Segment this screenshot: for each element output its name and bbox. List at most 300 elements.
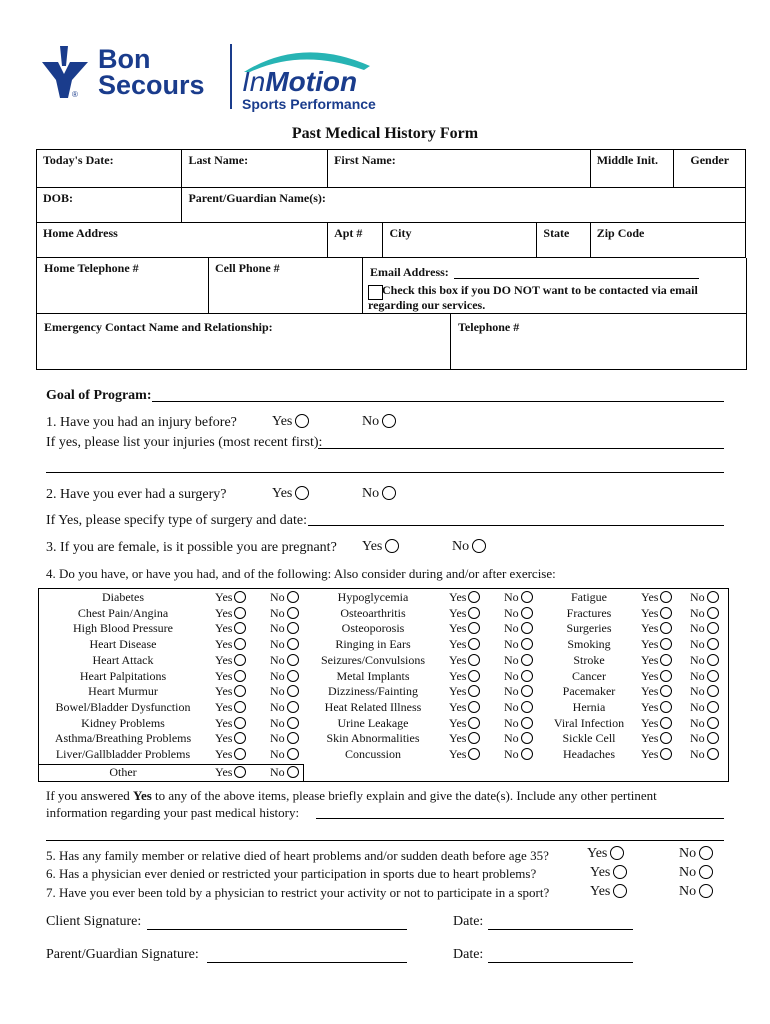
no-label: No <box>504 747 519 761</box>
q7-yes-option[interactable] <box>590 884 627 900</box>
condition-no-radio[interactable] <box>287 685 299 697</box>
condition-yes-radio[interactable] <box>234 591 246 603</box>
condition-yes-radio[interactable] <box>234 638 246 650</box>
parent-date-label: Date: <box>453 947 484 962</box>
condition-yes-option[interactable] <box>449 700 480 715</box>
condition-label: Heart Attack <box>92 652 154 667</box>
condition-yes-option[interactable] <box>641 716 672 731</box>
condition-yes-option[interactable] <box>641 637 672 652</box>
condition-yes-option[interactable] <box>641 700 672 715</box>
condition-no-radio[interactable] <box>287 670 299 682</box>
condition-label: High Blood Pressure <box>73 621 173 636</box>
condition-label: Cancer <box>572 668 606 683</box>
condition-label: Urine Leakage <box>337 715 409 730</box>
no-label: No <box>690 605 705 620</box>
condition-yes-radio[interactable] <box>468 748 480 760</box>
yes-label: Yes <box>449 637 467 652</box>
no-label: No <box>690 699 705 714</box>
no-label: No <box>270 621 285 636</box>
q7-no-radio[interactable] <box>699 884 713 898</box>
condition-label: Other <box>109 764 137 779</box>
yes-label: Yes <box>641 747 659 761</box>
condition-label: Ringing in Ears <box>335 637 411 652</box>
condition-no-option[interactable] <box>504 669 533 684</box>
telephone-label: Telephone # <box>458 320 520 334</box>
city-field[interactable] <box>383 223 537 258</box>
condition-label: Stroke <box>573 652 605 667</box>
condition-no-option[interactable] <box>690 747 719 762</box>
condition-yes-option[interactable] <box>449 621 480 636</box>
condition-yes-radio[interactable] <box>660 717 672 729</box>
condition-no-radio[interactable] <box>707 732 719 744</box>
condition-yes-option[interactable] <box>449 606 480 621</box>
condition-label: Liver/Gallbladder Problems <box>55 747 191 761</box>
condition-no-option[interactable] <box>690 590 719 605</box>
no-label: No <box>504 668 519 683</box>
product-subtitle: Sports Performance <box>242 96 376 112</box>
condition-yes-radio[interactable] <box>234 654 246 666</box>
condition-no-option[interactable] <box>504 590 533 605</box>
no-label: No <box>270 747 285 761</box>
condition-yes-radio[interactable] <box>234 701 246 713</box>
product-name-in: In <box>242 66 266 97</box>
condition-yes-option[interactable] <box>641 684 672 699</box>
home-address-field[interactable] <box>37 223 328 258</box>
condition-no-option[interactable] <box>504 637 533 652</box>
yes-label: Yes <box>641 605 659 620</box>
condition-yes-option[interactable] <box>641 621 672 636</box>
no-label: No <box>270 637 285 652</box>
dob-label: DOB: <box>43 191 73 205</box>
no-label: No <box>270 699 285 714</box>
condition-no-option[interactable] <box>270 716 299 731</box>
yes-label: Yes <box>449 605 467 620</box>
email-input-line[interactable] <box>454 278 699 279</box>
client-signature-line[interactable] <box>147 929 407 930</box>
yes-label: Yes <box>449 668 467 683</box>
yes-label: Yes <box>641 684 659 699</box>
condition-label: Concussion <box>344 747 401 761</box>
condition-no-radio[interactable] <box>287 607 299 619</box>
condition-label: Chest Pain/Angina <box>77 605 169 620</box>
condition-no-option[interactable] <box>270 731 299 746</box>
first-name-field[interactable] <box>328 150 591 188</box>
dob-field[interactable] <box>37 188 182 223</box>
condition-no-option[interactable] <box>690 621 719 636</box>
condition-no-radio[interactable] <box>521 732 533 744</box>
condition-yes-radio[interactable] <box>660 670 672 682</box>
condition-no-radio[interactable] <box>707 748 719 760</box>
yes-label: Yes <box>215 652 233 667</box>
q5-yes-option[interactable] <box>587 846 624 862</box>
condition-yes-radio[interactable] <box>468 622 480 634</box>
no-label: No <box>270 668 285 683</box>
condition-yes-option[interactable] <box>641 653 672 668</box>
condition-yes-option[interactable] <box>215 747 246 762</box>
condition-yes-option[interactable] <box>641 590 672 605</box>
condition-yes-radio[interactable] <box>468 685 480 697</box>
condition-yes-option[interactable] <box>215 606 246 621</box>
q3-no-radio[interactable] <box>472 539 486 553</box>
state-label: State <box>543 226 570 240</box>
condition-label: Osteoporosis <box>341 621 405 636</box>
condition-yes-option[interactable] <box>215 684 246 699</box>
condition-yes-option[interactable] <box>215 621 246 636</box>
no-label: No <box>690 652 705 667</box>
yes-label: Yes <box>449 731 467 746</box>
condition-yes-option[interactable] <box>215 637 246 652</box>
condition-yes-radio[interactable] <box>234 685 246 697</box>
parent-date-line[interactable] <box>488 962 633 963</box>
yes-label: Yes <box>215 731 233 746</box>
no-label: No <box>504 731 519 746</box>
condition-yes-radio[interactable] <box>234 766 246 778</box>
q2-no-radio[interactable] <box>382 486 396 500</box>
goal-input-line[interactable] <box>152 401 724 402</box>
condition-label: Dizziness/Fainting <box>328 684 418 699</box>
q2-followup-line[interactable] <box>308 525 724 526</box>
condition-no-option[interactable] <box>504 653 533 668</box>
condition-yes-option[interactable] <box>449 637 480 652</box>
condition-no-radio[interactable] <box>521 748 533 760</box>
parent-names-field[interactable] <box>182 188 746 223</box>
condition-no-option[interactable] <box>690 606 719 621</box>
condition-yes-option[interactable] <box>449 716 480 731</box>
emergency-contact-label: Emergency Contact Name and Relationship: <box>44 320 273 334</box>
no-label: No <box>504 715 519 730</box>
q1-no-option[interactable] <box>362 414 396 430</box>
condition-no-radio[interactable] <box>521 654 533 666</box>
condition-yes-radio[interactable] <box>234 670 246 682</box>
q7-no-option[interactable] <box>679 884 713 900</box>
city-label: City <box>389 226 412 240</box>
last-name-label: Last Name: <box>188 153 249 167</box>
condition-yes-radio[interactable] <box>660 654 672 666</box>
condition-yes-radio[interactable] <box>234 717 246 729</box>
condition-no-radio[interactable] <box>521 607 533 619</box>
explain-yes: Yes <box>133 788 152 803</box>
q6-no-radio[interactable] <box>699 865 713 879</box>
condition-no-option[interactable] <box>270 653 299 668</box>
no-label: No <box>504 590 519 604</box>
yes-label: Yes <box>449 715 467 730</box>
yes-label: Yes <box>215 684 233 699</box>
q2-no-option[interactable] <box>362 486 396 502</box>
apt-field[interactable] <box>328 223 383 258</box>
condition-no-radio[interactable] <box>707 622 719 634</box>
condition-no-option[interactable] <box>690 731 719 746</box>
condition-no-radio[interactable] <box>287 717 299 729</box>
condition-yes-radio[interactable] <box>468 717 480 729</box>
condition-no-radio[interactable] <box>707 717 719 729</box>
condition-yes-option[interactable] <box>449 669 480 684</box>
q2-yes-radio[interactable] <box>295 486 309 500</box>
condition-no-radio[interactable] <box>707 685 719 697</box>
condition-no-radio[interactable] <box>521 701 533 713</box>
condition-no-option[interactable] <box>270 637 299 652</box>
condition-no-option[interactable] <box>504 621 533 636</box>
middle-init-label: Middle Init. <box>596 153 659 167</box>
yes-label: Yes <box>215 637 233 652</box>
condition-yes-radio[interactable] <box>234 748 246 760</box>
q6-no-option[interactable] <box>679 865 713 881</box>
yes-label: Yes <box>641 621 659 636</box>
condition-yes-option[interactable] <box>215 669 246 684</box>
client-signature-label: Client Signature: <box>46 914 142 929</box>
yes-label: Yes <box>215 621 233 636</box>
yes-label: Yes <box>272 414 293 429</box>
yes-label: Yes <box>641 590 659 604</box>
condition-yes-radio[interactable] <box>660 685 672 697</box>
condition-yes-radio[interactable] <box>468 591 480 603</box>
no-label: No <box>690 637 705 652</box>
no-label: No <box>270 715 285 730</box>
no-label: No <box>504 621 519 636</box>
no-label: No <box>270 590 285 604</box>
condition-no-option[interactable] <box>690 637 719 652</box>
condition-yes-radio[interactable] <box>468 638 480 650</box>
q6-yes-radio[interactable] <box>613 865 627 879</box>
condition-no-radio[interactable] <box>287 766 299 778</box>
q6-text: 6. Has a physician ever denied or restricted your participation in sports due to heart problems? <box>46 866 537 881</box>
q1-extra-line[interactable] <box>46 472 724 473</box>
no-label: No <box>270 684 285 699</box>
condition-no-option[interactable] <box>690 653 719 668</box>
q1-yes-radio[interactable] <box>295 414 309 428</box>
explain-extra-line[interactable] <box>46 840 724 841</box>
q3-yes-radio[interactable] <box>385 539 399 553</box>
condition-no-radio[interactable] <box>521 685 533 697</box>
condition-label: Viral Infection <box>553 715 625 730</box>
condition-label: Hernia <box>572 699 606 714</box>
page-title: Past Medical History Form <box>291 125 479 142</box>
condition-no-radio[interactable] <box>521 591 533 603</box>
condition-yes-option[interactable] <box>215 653 246 668</box>
condition-yes-option[interactable] <box>641 731 672 746</box>
no-label: No <box>270 652 285 667</box>
condition-yes-option[interactable] <box>449 731 480 746</box>
condition-no-option[interactable] <box>270 684 299 699</box>
yes-label: Yes <box>215 590 233 604</box>
condition-yes-radio[interactable] <box>660 591 672 603</box>
yes-label: Yes <box>641 637 659 652</box>
no-label: No <box>452 539 470 554</box>
emergency-row <box>36 313 747 370</box>
parent-names-label: Parent/Guardian Name(s): <box>188 191 326 205</box>
yes-label: Yes <box>215 699 233 714</box>
condition-yes-radio[interactable] <box>660 701 672 713</box>
middle-init-field[interactable] <box>590 150 674 188</box>
cell-phone-field[interactable] <box>208 258 363 313</box>
condition-no-radio[interactable] <box>521 622 533 634</box>
condition-yes-option[interactable] <box>449 590 480 605</box>
no-label: No <box>679 865 697 880</box>
condition-yes-radio[interactable] <box>660 622 672 634</box>
condition-no-option[interactable] <box>270 700 299 715</box>
yes-label: Yes <box>215 715 233 730</box>
condition-no-option[interactable] <box>270 747 299 762</box>
condition-yes-option[interactable] <box>215 765 246 780</box>
condition-label: Bowel/Bladder Dysfunction <box>55 699 191 714</box>
condition-no-radio[interactable] <box>287 701 299 713</box>
condition-no-radio[interactable] <box>707 701 719 713</box>
goal-label: Goal of Program: <box>46 388 152 403</box>
yes-label: Yes <box>641 652 659 667</box>
bon-secours-logo <box>38 44 218 104</box>
condition-no-option[interactable] <box>270 765 299 780</box>
condition-no-radio[interactable] <box>287 732 299 744</box>
condition-no-option[interactable] <box>504 606 533 621</box>
condition-label: Headaches <box>563 747 615 761</box>
condition-no-radio[interactable] <box>707 670 719 682</box>
explain-post: to any of the above items, please briefly explain and give the date(s). Include any other pertinent <box>151 788 657 803</box>
condition-yes-option[interactable] <box>215 716 246 731</box>
q2-yes-option[interactable] <box>272 486 309 502</box>
yes-label: Yes <box>215 605 233 620</box>
explain-text <box>46 788 657 804</box>
condition-yes-option[interactable] <box>215 731 246 746</box>
product-name-motion: Motion <box>265 66 358 97</box>
condition-label: Heart Murmur <box>88 684 158 699</box>
condition-label: Asthma/Breathing Problems <box>54 731 192 746</box>
condition-no-option[interactable] <box>504 700 533 715</box>
condition-no-radio[interactable] <box>521 717 533 729</box>
condition-yes-radio[interactable] <box>660 732 672 744</box>
condition-no-radio[interactable] <box>707 607 719 619</box>
condition-no-radio[interactable] <box>287 591 299 603</box>
condition-label: Kidney Problems <box>81 715 165 730</box>
q1-followup-line[interactable] <box>318 448 724 449</box>
yes-label: Yes <box>449 747 467 761</box>
first-name-label: First Name: <box>334 153 396 167</box>
conditions-other-sideline <box>303 764 304 781</box>
condition-yes-radio[interactable] <box>468 607 480 619</box>
yes-label: Yes <box>590 865 611 880</box>
condition-yes-radio[interactable] <box>234 622 246 634</box>
condition-no-option[interactable] <box>270 621 299 636</box>
no-label: No <box>504 652 519 667</box>
condition-yes-radio[interactable] <box>468 701 480 713</box>
no-label: No <box>504 684 519 699</box>
condition-no-radio[interactable] <box>707 654 719 666</box>
no-label: No <box>362 414 380 429</box>
condition-yes-radio[interactable] <box>660 638 672 650</box>
gender-label: Gender <box>690 153 730 167</box>
condition-yes-radio[interactable] <box>234 732 246 744</box>
condition-no-option[interactable] <box>270 669 299 684</box>
condition-no-radio[interactable] <box>521 638 533 650</box>
q2-followup: If Yes, please specify type of surgery and date: <box>46 513 308 528</box>
condition-yes-option[interactable] <box>449 747 480 762</box>
client-date-line[interactable] <box>488 929 633 930</box>
yes-label: Yes <box>449 621 467 636</box>
condition-no-option[interactable] <box>690 716 719 731</box>
brand-name-line2: Secours <box>98 70 205 100</box>
condition-no-radio[interactable] <box>287 654 299 666</box>
q1-yes-option[interactable] <box>272 414 309 430</box>
explain-input-line[interactable] <box>316 818 724 819</box>
condition-label: Diabetes <box>102 590 144 604</box>
q1-no-radio[interactable] <box>382 414 396 428</box>
condition-yes-option[interactable] <box>641 747 672 762</box>
home-phone-label: Home Telephone # <box>44 261 139 275</box>
explain-line2: information regarding your past medical history: <box>46 805 300 820</box>
condition-no-radio[interactable] <box>521 670 533 682</box>
condition-no-radio[interactable] <box>287 748 299 760</box>
condition-yes-option[interactable] <box>215 590 246 605</box>
bon-secours-mark-icon <box>38 44 92 100</box>
condition-label: Heat Related Illness <box>324 699 422 714</box>
yes-label: Yes <box>449 590 467 604</box>
q3-yes-option[interactable] <box>362 539 399 555</box>
condition-no-option[interactable] <box>504 731 533 746</box>
client-date-label: Date: <box>453 914 484 929</box>
last-name-field[interactable] <box>182 150 328 188</box>
condition-no-radio[interactable] <box>287 622 299 634</box>
condition-yes-option[interactable] <box>449 653 480 668</box>
q7-yes-radio[interactable] <box>613 884 627 898</box>
no-label: No <box>690 747 705 761</box>
no-label: No <box>679 884 697 899</box>
q5-no-radio[interactable] <box>699 846 713 860</box>
condition-yes-radio[interactable] <box>660 607 672 619</box>
q3-no-option[interactable] <box>452 539 486 555</box>
todays-date-field[interactable] <box>37 150 182 188</box>
condition-yes-option[interactable] <box>449 684 480 699</box>
condition-yes-radio[interactable] <box>234 607 246 619</box>
q5-no-option[interactable] <box>679 846 713 862</box>
q6-yes-option[interactable] <box>590 865 627 881</box>
brand-name-line1: Bon <box>98 44 151 74</box>
telephone-field[interactable] <box>450 314 747 369</box>
yes-label: Yes <box>362 539 383 554</box>
condition-no-radio[interactable] <box>707 591 719 603</box>
yes-label: Yes <box>641 715 659 730</box>
condition-yes-radio[interactable] <box>468 732 480 744</box>
zip-field[interactable] <box>590 223 745 258</box>
condition-no-option[interactable] <box>690 700 719 715</box>
apt-label: Apt # <box>334 226 363 240</box>
condition-label: Skin Abnormalities <box>326 731 420 746</box>
condition-no-option[interactable] <box>690 684 719 699</box>
condition-no-option[interactable] <box>270 590 299 605</box>
condition-yes-option[interactable] <box>641 669 672 684</box>
condition-no-option[interactable] <box>270 606 299 621</box>
condition-no-option[interactable] <box>504 747 533 762</box>
condition-no-radio[interactable] <box>707 638 719 650</box>
condition-no-option[interactable] <box>504 716 533 731</box>
condition-yes-radio[interactable] <box>468 654 480 666</box>
state-field[interactable] <box>537 223 590 258</box>
condition-no-option[interactable] <box>690 669 719 684</box>
gender-field[interactable] <box>674 150 746 188</box>
no-label: No <box>690 731 705 746</box>
home-address-label: Home Address <box>43 226 118 240</box>
condition-yes-radio[interactable] <box>660 748 672 760</box>
condition-yes-option[interactable] <box>215 700 246 715</box>
condition-yes-option[interactable] <box>641 606 672 621</box>
q5-yes-radio[interactable] <box>610 846 624 860</box>
no-label: No <box>690 668 705 683</box>
condition-no-radio[interactable] <box>287 638 299 650</box>
condition-no-option[interactable] <box>504 684 533 699</box>
condition-yes-radio[interactable] <box>468 670 480 682</box>
q7-text: 7. Have you ever been told by a physician to restrict your activity or not to participate in a sport? <box>46 885 550 900</box>
parent-signature-line[interactable] <box>207 962 407 963</box>
condition-label: Pacemaker <box>562 684 616 699</box>
phone-row <box>36 258 747 314</box>
cell-phone-label: Cell Phone # <box>215 261 280 275</box>
